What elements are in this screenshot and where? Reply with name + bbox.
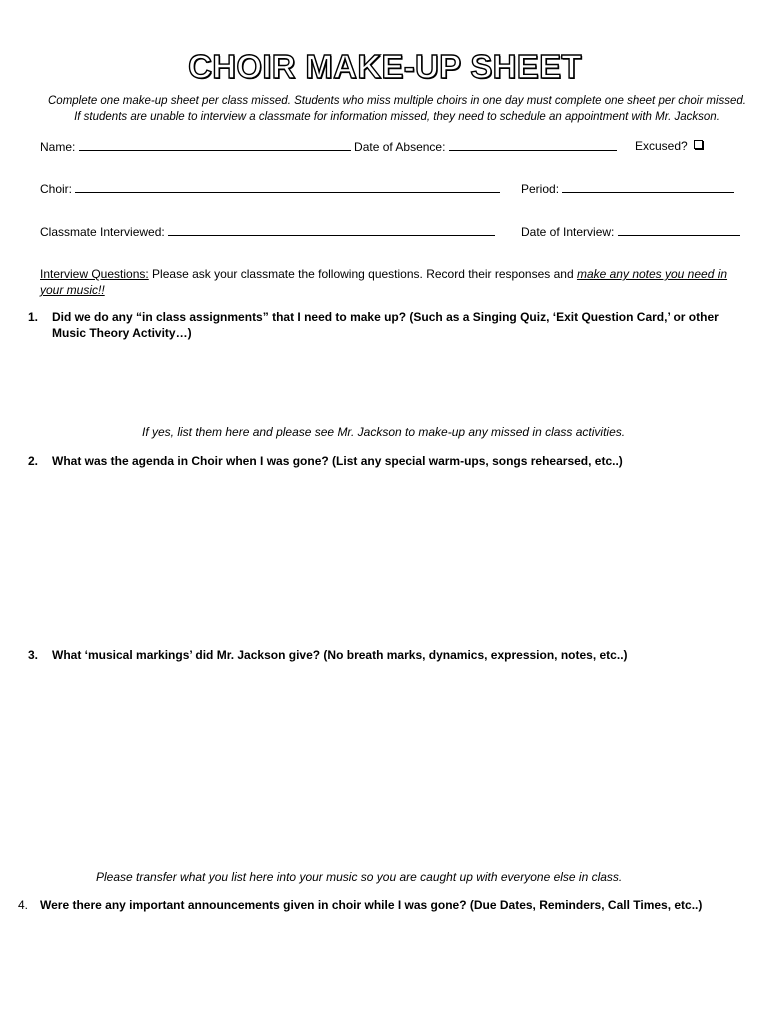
choir-row [40, 181, 500, 196]
question-number: 3. [28, 648, 39, 662]
period-group [521, 181, 734, 196]
date-interview-group [521, 224, 740, 239]
question-number: 4. [18, 898, 29, 912]
question-text: What ‘musical markings’ did Mr. Jackson give? (No breath marks, dynamics, expression, notes, etc..) [52, 648, 628, 662]
interview-instructions [40, 266, 730, 298]
name-label: Name: [40, 140, 76, 154]
excused-label: Excused? [635, 139, 688, 153]
question-text: What was the agenda in Choir when I was gone? (List any special warm-ups, songs rehearsed, etc..) [52, 454, 623, 468]
interview-text: Please ask your classmate the following questions. Record their responses and [148, 267, 577, 281]
choir-field[interactable] [75, 181, 500, 193]
question-1 [0, 309, 770, 343]
interview-emphasis: make any notes you need in your music!! [40, 267, 728, 297]
question-number: 1. [28, 310, 39, 324]
date-absence-field[interactable] [449, 139, 617, 151]
choir-label: Choir: [40, 182, 73, 196]
classmate-row [40, 224, 495, 239]
page-title: CHOIR MAKE-UP SHEET [188, 48, 582, 85]
question-3 [0, 647, 770, 665]
date-interview-label: Date of Interview: [521, 225, 615, 239]
excused-checkbox[interactable] [694, 140, 703, 149]
question-4 [0, 897, 770, 915]
date-interview-field[interactable] [618, 224, 740, 236]
name-field[interactable] [79, 139, 351, 151]
name-row [40, 139, 617, 154]
classmate-field[interactable] [168, 224, 495, 236]
interview-label: Interview Questions: [40, 267, 149, 281]
question-1-note: If yes, list them here and please see Mr. Jackson to make-up any missed in class activities. [142, 425, 626, 439]
period-label: Period: [521, 182, 560, 196]
excused-group [635, 139, 703, 153]
question-text: Were there any important announcements given in choir while I was gone? (Due Dates, Reminders, Call Times, etc..) [40, 898, 703, 912]
period-field[interactable] [562, 181, 734, 193]
question-2 [0, 453, 770, 471]
question-number: 2. [28, 454, 39, 468]
intro-line-2: If students are unable to interview a classmate for information missed, they need to schedule an appointment with Mr. Jackson. [74, 111, 720, 123]
question-text: Did we do any “in class assignments” that I need to make up? (Such as a Singing Quiz, ‘Exit Question Card,’ or other Music Theory Activity…) [52, 310, 719, 340]
intro-line-1: Complete one make-up sheet per class missed. Students who miss multiple choirs in one day must complete one sheet per choir missed. [48, 95, 746, 107]
classmate-label: Classmate Interviewed: [40, 225, 165, 239]
question-3-note: Please transfer what you list here into your music so you are caught up with everyone else in class. [96, 870, 623, 884]
date-absence-label: Date of Absence: [354, 140, 446, 154]
